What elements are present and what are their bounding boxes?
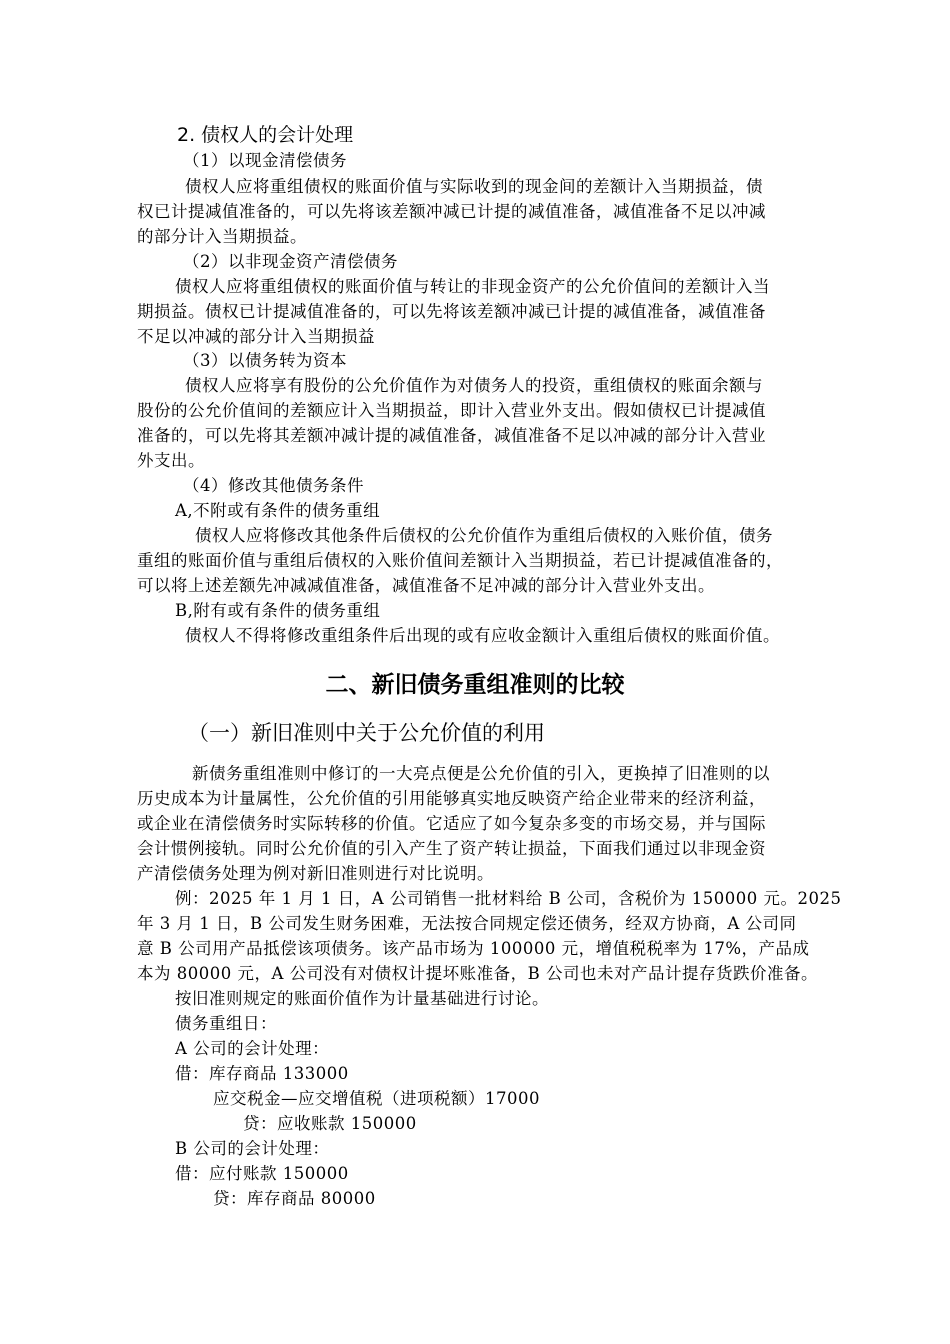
noncash-settlement-title: （2）以非现金资产清偿债务 <box>183 252 398 271</box>
paragraph-line: 债权人应将重组债权的账面价值与实际收到的现金间的差额计入当期损益，债 <box>185 177 763 196</box>
paragraph-line: 债权人不得将修改重组条件后出现的或有应收金额计入重组后债权的账面价值。 <box>185 626 780 645</box>
paragraph-line: 权已计提减值准备的，可以先将该差额冲减已计提的减值准备，减值准备不足以冲减 <box>137 202 766 221</box>
paragraph-line: 股份的公允价值间的差额应计入当期损益，即计入营业外支出。假如债权已计提减值 <box>137 401 766 420</box>
company-b-title: B 公司的会计处理： <box>175 1139 330 1158</box>
paragraph-line: 外支出。 <box>137 451 205 470</box>
unconditional-title: A,不附或有条件的债务重组 <box>175 501 381 520</box>
paragraph-line: 债权人应将修改其他条件后债权的公允价值作为重组后债权的入账价值，债务 <box>195 526 773 545</box>
conditional-title: B,附有或有条件的债务重组 <box>175 601 381 620</box>
example-line: 意 B 公司用产品抵偿该项债务。该产品市场为 100000 元，增值税税率为 17%，产品成 <box>137 939 810 958</box>
basis-line: 按旧准则规定的账面价值作为计量基础进行讨论。 <box>175 989 549 1008</box>
journal-entry: 应交税金—应交增值税（进项税额）17000 <box>213 1089 540 1108</box>
paragraph-line: 重组的账面价值与重组后债权的入账价值间差额计入当期损益，若已计提减值准备的， <box>137 551 783 570</box>
paragraph-line: 债权人应将享有股份的公允价值作为对债务人的投资，重组债权的账面余额与 <box>185 376 763 395</box>
modify-terms-title: （4）修改其他债务条件 <box>183 476 364 495</box>
restructure-day-label: 债务重组日： <box>175 1014 277 1033</box>
paragraph-line: 或企业在清偿债务时实际转移的价值。它适应了如今复杂多变的市场交易，并与国际 <box>137 814 766 833</box>
paragraph-line: 债权人应将重组债权的账面价值与转让的非现金资产的公允价值间的差额计入当 <box>175 277 770 296</box>
example-line: 年 3 月 1 日，B 公司发生财务困难，无法按合同规定偿还债务，经双方协商，A 公司同 <box>137 914 797 933</box>
paragraph-line: 产清偿债务处理为例对新旧准则进行对比说明。 <box>137 864 494 883</box>
paragraph-line: 会计惯例接轨。同时公允价值的引入产生了资产转让损益，下面我们通过以非现金资 <box>137 839 766 858</box>
subsection-heading-fair-value: （一）新旧准则中关于公允价值的利用 <box>188 721 545 745</box>
example-line: 例：2025 年 1 月 1 日，A 公司销售一批材料给 B 公司，含税价为 150000 元。2025 <box>175 889 842 908</box>
journal-entry: 贷：应收账款 150000 <box>243 1114 417 1133</box>
paragraph-line: 不足以冲减的部分计入当期损益 <box>137 327 375 346</box>
paragraph-line: 期损益。债权已计提减值准备的，可以先将该差额冲减已计提的减值准备，减值准备 <box>137 302 766 321</box>
paragraph-line: 的部分计入当期损益。 <box>137 227 307 246</box>
heading-creditor-accounting: 2. 债权人的会计处理 <box>177 124 354 146</box>
company-a-title: A 公司的会计处理： <box>175 1039 330 1058</box>
paragraph-line: 可以将上述差额先冲减减值准备，减值准备不足冲减的部分计入营业外支出。 <box>137 576 715 595</box>
example-line: 本为 80000 元，A 公司没有对债权计提坏账准备，B 公司也未对产品计提存货跌价准备。 <box>137 964 819 983</box>
journal-entry: 贷：库存商品 80000 <box>213 1189 376 1208</box>
cash-settlement-title: （1）以现金清偿债务 <box>183 151 347 170</box>
section-heading-comparison: 二、新旧债务重组准则的比较 <box>325 672 625 698</box>
paragraph-line: 历史成本为计量属性，公允价值的引用能够真实地反映资产给企业带来的经济利益， <box>137 789 766 808</box>
journal-entry: 借：应付账款 150000 <box>175 1164 349 1183</box>
journal-entry: 借：库存商品 133000 <box>175 1064 349 1083</box>
debt-to-capital-title: （3）以债务转为资本 <box>183 351 347 370</box>
paragraph-line: 准备的，可以先将其差额冲减计提的减值准备，减值准备不足以冲减的部分计入营业 <box>137 426 766 445</box>
paragraph-line: 新债务重组准则中修订的一大亮点便是公允价值的引入，更换掉了旧准则的以 <box>192 764 770 783</box>
